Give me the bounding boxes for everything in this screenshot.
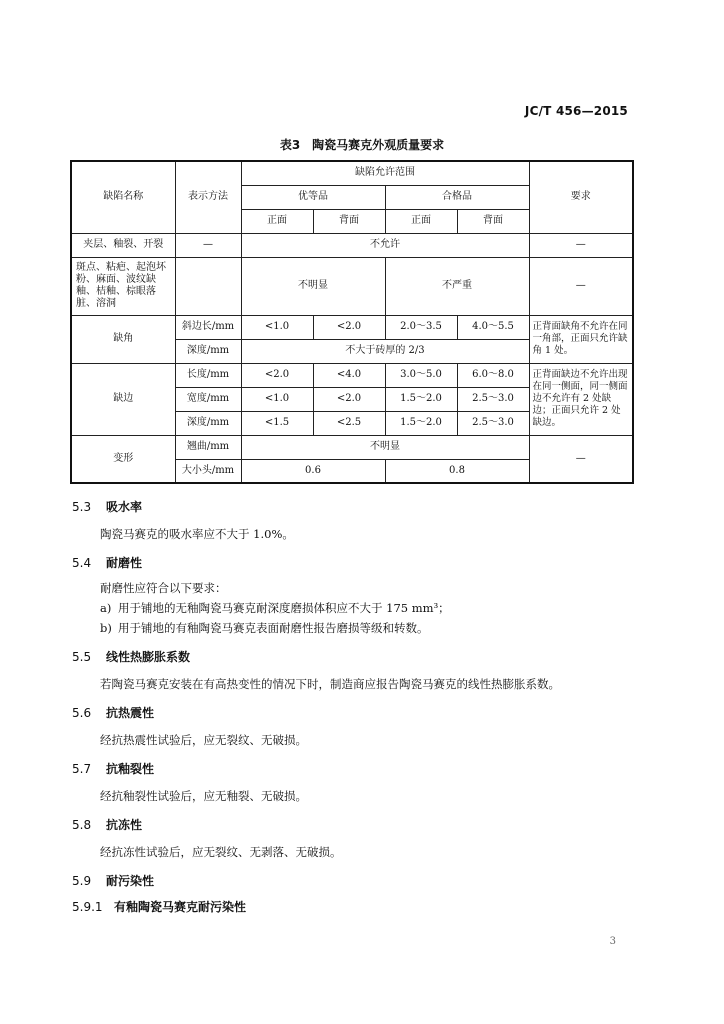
cell: <2.0 (313, 315, 385, 339)
page-number: 3 (609, 936, 616, 947)
cell: <1.0 (241, 387, 313, 411)
section-paragraph: 经抗釉裂性试验后，应无釉裂、无破损。 (100, 789, 307, 803)
cell: 6.0～8.0 (457, 363, 529, 387)
section-heading (72, 816, 142, 833)
cell: <1.0 (241, 315, 313, 339)
section-number: 5.9.1 (72, 900, 103, 914)
row-requirement: 正背面缺角不允许在同一角部，正面只允许缺角 1 处。 (529, 315, 633, 363)
cell: 不大于砖厚的 2/3 (241, 339, 529, 363)
row-method (175, 257, 241, 315)
cell: 0.8 (385, 459, 529, 483)
row-name: 变形 (71, 435, 175, 483)
row-requirement: — (529, 435, 633, 483)
header-grade-excellent: 优等品 (241, 185, 385, 209)
list-item (100, 620, 429, 636)
row-method: 翘曲/mm (175, 435, 241, 459)
row-value: 不允许 (241, 233, 529, 257)
row-value-excellent: 不明显 (241, 257, 385, 315)
section-heading (72, 898, 246, 915)
section-paragraph: 陶瓷马赛克的吸水率应不大于 1.0%。 (100, 527, 294, 541)
standard-code: JC/T 456—2015 (524, 104, 628, 118)
section-number: 5.6 (72, 706, 92, 720)
list-item-label: a) (100, 601, 112, 615)
section-paragraph: 耐磨性应符合以下要求： (100, 581, 227, 595)
section-number: 5.8 (72, 818, 92, 832)
section-heading (72, 498, 142, 515)
cell: <2.5 (313, 411, 385, 435)
section-heading (72, 554, 142, 571)
list-item-text: 用于铺地的有釉陶瓷马赛克表面耐磨性报告磨损等级和转数。 (118, 621, 429, 635)
row-name: 斑点、粘疤、起泡坏粉、麻面、波纹缺釉、桔釉、棕眼落脏、溶洞 (71, 257, 175, 315)
header-method: 表示方法 (175, 161, 241, 233)
header-front: 正面 (385, 209, 457, 233)
row-name: 缺边 (71, 363, 175, 435)
header-front: 正面 (241, 209, 313, 233)
row-value-qualified: 不严重 (385, 257, 529, 315)
section-heading (72, 760, 154, 777)
cell: 2.5～3.0 (457, 387, 529, 411)
row-method: 大小头/mm (175, 459, 241, 483)
section-paragraph: 若陶瓷马赛克安装在有高热变性的情况下时，制造商应报告陶瓷马赛克的线性热膨胀系数。 (100, 677, 560, 691)
section-number: 5.5 (72, 650, 92, 664)
section-title: 线性热膨胀系数 (106, 650, 191, 664)
header-back: 背面 (313, 209, 385, 233)
section-heading (72, 704, 154, 721)
row-method: 长度/mm (175, 363, 241, 387)
header-defect-name: 缺陷名称 (71, 161, 175, 233)
section-title: 抗热震性 (106, 706, 155, 720)
row-method: 斜边长/mm (175, 315, 241, 339)
section-heading (72, 872, 154, 889)
cell: <2.0 (313, 387, 385, 411)
section-number: 5.3 (72, 500, 92, 514)
cell: 1.5～2.0 (385, 387, 457, 411)
section-paragraph: 经抗热震性试验后，应无裂纹、无破损。 (100, 733, 307, 747)
table-title: 表3 陶瓷马赛克外观质量要求 (279, 138, 445, 152)
cell: <2.0 (241, 363, 313, 387)
quality-requirements-table (70, 160, 634, 484)
row-method: — (175, 233, 241, 257)
section-title: 耐污染性 (106, 874, 155, 888)
row-name: 夹层、釉裂、开裂 (71, 233, 175, 257)
row-method: 深度/mm (175, 339, 241, 363)
row-name: 缺角 (71, 315, 175, 363)
row-requirement: 正背面缺边不允许出现在同一侧面，同一侧面边不允许有 2 处缺边；正面只允许 2 处缺边。 (529, 363, 633, 435)
list-item (100, 600, 450, 616)
section-title: 抗冻性 (106, 818, 143, 832)
header-requirement: 要求 (529, 161, 633, 233)
header-grade-qualified: 合格品 (385, 185, 529, 209)
row-requirement: — (529, 233, 633, 257)
section-title: 抗釉裂性 (106, 762, 155, 776)
cell: 不明显 (241, 435, 529, 459)
cell: 0.6 (241, 459, 385, 483)
list-item-label: b) (100, 621, 112, 635)
section-heading (72, 648, 190, 665)
section-paragraph: 经抗冻性试验后，应无裂纹、无剥落、无破损。 (100, 845, 342, 859)
cell: <4.0 (313, 363, 385, 387)
row-method: 深度/mm (175, 411, 241, 435)
section-title: 吸水率 (106, 500, 143, 514)
header-range: 缺陷允许范围 (241, 161, 529, 185)
list-item-text: 用于铺地的无釉陶瓷马赛克耐深度磨损体积应不大于 175 mm³； (118, 601, 450, 615)
header-back: 背面 (457, 209, 529, 233)
section-title: 有釉陶瓷马赛克耐污染性 (114, 900, 247, 914)
cell: 2.0～3.5 (385, 315, 457, 339)
cell: 3.0～5.0 (385, 363, 457, 387)
section-number: 5.4 (72, 556, 92, 570)
section-number: 5.9 (72, 874, 92, 888)
cell: 2.5～3.0 (457, 411, 529, 435)
cell: 1.5～2.0 (385, 411, 457, 435)
section-title: 耐磨性 (106, 556, 143, 570)
section-number: 5.7 (72, 762, 92, 776)
cell: <1.5 (241, 411, 313, 435)
row-method: 宽度/mm (175, 387, 241, 411)
row-requirement: — (529, 257, 633, 315)
cell: 4.0～5.5 (457, 315, 529, 339)
